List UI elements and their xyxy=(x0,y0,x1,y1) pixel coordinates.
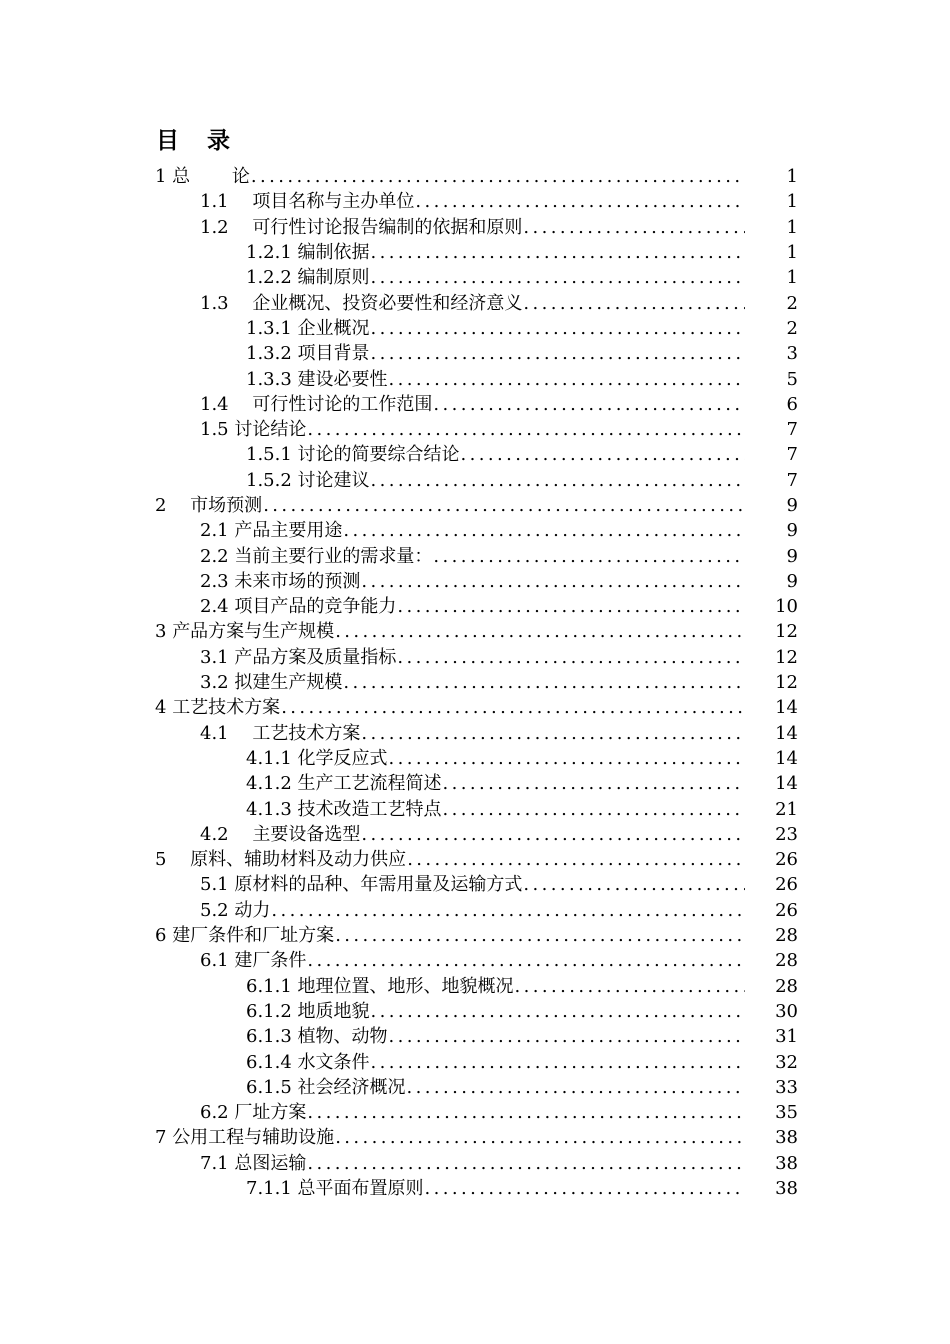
toc-page-number: 10 xyxy=(775,596,798,618)
toc-entry[interactable] xyxy=(246,999,745,1024)
toc-page-number: 12 xyxy=(775,621,798,643)
toc-entry[interactable] xyxy=(246,1075,745,1100)
toc-row[interactable] xyxy=(0,594,950,619)
toc-dot-leader xyxy=(343,518,745,543)
toc-page-number: 7 xyxy=(786,419,798,441)
toc-dot-leader xyxy=(307,948,745,973)
toc-heading: 建设必要性 xyxy=(297,368,388,390)
toc-row[interactable] xyxy=(0,366,950,391)
toc-heading: 讨论的简要综合结论 xyxy=(297,444,460,466)
toc-row[interactable] xyxy=(0,1151,950,1176)
toc-entry[interactable] xyxy=(155,847,745,872)
toc-entry[interactable] xyxy=(200,544,745,569)
toc-entry[interactable] xyxy=(246,1024,745,1049)
toc-heading: 编制原则 xyxy=(297,267,370,289)
toc-page-number: 7 xyxy=(786,469,798,491)
toc-page-number: 9 xyxy=(786,570,798,592)
toc-number: 1.2.1 xyxy=(246,242,298,264)
toc-heading: 产品主要用途 xyxy=(234,520,343,542)
toc-row[interactable] xyxy=(0,518,950,543)
toc-page-number: 12 xyxy=(775,672,798,694)
toc-number: 1.3.2 xyxy=(246,343,298,365)
toc-number: 6.2 xyxy=(200,1102,235,1124)
toc-page-number: 38 xyxy=(775,1152,798,1174)
toc-heading: 当前主要行业的需求量： xyxy=(234,545,433,567)
toc-number: 6.1.2 xyxy=(246,1000,298,1022)
toc-row[interactable] xyxy=(0,746,950,771)
toc-heading: 论 xyxy=(195,166,250,188)
toc-page-number: 9 xyxy=(786,495,798,516)
toc-row[interactable] xyxy=(0,392,950,417)
toc-dot-leader xyxy=(389,1024,745,1049)
toc-entry[interactable] xyxy=(200,189,745,214)
toc-heading: 讨论建议 xyxy=(297,469,370,491)
toc-entry[interactable] xyxy=(155,695,745,720)
toc-heading: 项目产品的竞争能力 xyxy=(234,596,397,618)
toc-heading: 可行性讨论报告编制的依据和原则 xyxy=(234,216,523,238)
toc-number: 1.3 xyxy=(200,292,235,314)
toc-heading: 企业概况、投资必要性和经济意义 xyxy=(234,292,523,314)
toc-heading: 建厂条件 xyxy=(234,950,307,972)
toc-number: 4.1.2 xyxy=(246,773,298,795)
toc-row[interactable] xyxy=(0,670,950,695)
toc-dot-leader xyxy=(335,619,745,644)
toc-number: 4.1.3 xyxy=(246,798,298,820)
toc-number: 6.1 xyxy=(200,950,235,972)
toc-row[interactable] xyxy=(0,1075,950,1100)
toc-heading: 工艺技术方案 xyxy=(234,722,361,744)
toc-number: 3 xyxy=(155,621,173,643)
toc-page-number: 5 xyxy=(786,368,798,390)
toc-dot-leader xyxy=(371,999,745,1024)
toc-page-number: 28 xyxy=(775,975,798,997)
toc-dot-leader xyxy=(433,392,745,417)
toc-page-number: 28 xyxy=(775,950,798,972)
toc-number: 1.5 xyxy=(200,419,235,441)
toc-number: 7 xyxy=(155,1127,173,1149)
toc-dot-leader xyxy=(371,316,745,341)
toc-row[interactable] xyxy=(0,189,950,214)
toc-entry[interactable] xyxy=(200,417,745,442)
toc-entry[interactable] xyxy=(200,518,745,543)
toc-dot-leader xyxy=(397,645,745,670)
toc-dot-leader xyxy=(515,974,745,999)
toc-heading: 地质地貌 xyxy=(297,1000,370,1022)
toc-number: 6.1.5 xyxy=(246,1076,298,1098)
toc-entry[interactable] xyxy=(246,442,745,467)
toc-entry[interactable] xyxy=(200,721,745,746)
toc-entry[interactable] xyxy=(200,392,745,417)
toc-page-number: 1 xyxy=(786,242,798,264)
toc-dot-leader xyxy=(335,923,745,948)
toc-entry[interactable] xyxy=(200,645,745,670)
toc-row[interactable] xyxy=(0,493,950,518)
toc-number: 1.2.2 xyxy=(246,267,298,289)
toc-dot-leader xyxy=(371,240,745,265)
toc-number: 1.1 xyxy=(200,191,235,213)
toc-heading: 产品方案与生产规模 xyxy=(172,621,335,643)
toc-dot-leader xyxy=(307,1151,745,1176)
toc-heading: 动力 xyxy=(234,899,271,921)
toc-heading: 社会经济概况 xyxy=(297,1076,406,1098)
toc-page-number: 1 xyxy=(786,191,798,213)
toc-heading: 项目名称与主办单位 xyxy=(234,191,415,213)
toc-row[interactable] xyxy=(0,543,950,568)
toc-heading: 工艺技术方案 xyxy=(172,697,281,719)
toc-dot-leader xyxy=(389,367,745,392)
toc-dot-leader xyxy=(523,215,745,240)
toc-number: 2 xyxy=(155,495,173,516)
toc-row[interactable] xyxy=(0,468,950,493)
toc-number: 4.2 xyxy=(200,823,235,845)
toc-entry[interactable] xyxy=(200,291,745,316)
toc-dot-leader xyxy=(307,1100,745,1125)
toc-page-number: 14 xyxy=(775,697,798,719)
toc-number: 1.2 xyxy=(200,216,235,238)
toc-dot-leader xyxy=(371,265,745,290)
toc-heading: 地理位置、地形、地貌概况 xyxy=(297,975,514,997)
toc-heading: 厂址方案 xyxy=(234,1102,307,1124)
toc-dot-leader xyxy=(389,746,745,771)
toc-row[interactable] xyxy=(0,645,950,670)
toc-number: 1.4 xyxy=(200,393,235,415)
toc-dot-leader xyxy=(271,898,745,923)
toc-entry[interactable] xyxy=(200,898,745,923)
toc-heading: 化学反应式 xyxy=(297,747,388,769)
toc-entry[interactable] xyxy=(200,1100,745,1125)
toc-dot-leader xyxy=(433,544,745,569)
toc-page-number: 12 xyxy=(775,646,798,668)
toc-number: 3.1 xyxy=(200,646,235,668)
toc-number: 1.5.1 xyxy=(246,444,298,466)
toc-dot-leader xyxy=(407,1075,745,1100)
toc-page-number: 2 xyxy=(786,292,798,314)
toc-entry[interactable] xyxy=(246,746,745,771)
toc-number: 7.1.1 xyxy=(246,1178,298,1200)
toc-heading: 总平面布置原则 xyxy=(297,1178,424,1200)
toc-row[interactable] xyxy=(0,1125,950,1150)
toc-page-number: 2 xyxy=(786,317,798,339)
toc-row[interactable] xyxy=(0,215,950,240)
toc-entry[interactable] xyxy=(200,670,745,695)
toc-row[interactable] xyxy=(0,316,950,341)
toc-page-number: 32 xyxy=(775,1051,798,1073)
toc-row[interactable] xyxy=(0,974,950,999)
toc-dot-leader xyxy=(523,291,745,316)
toc-dot-leader xyxy=(281,695,745,720)
toc-entry[interactable] xyxy=(155,493,745,518)
toc-page-number: 21 xyxy=(775,798,798,820)
toc-row[interactable] xyxy=(0,1049,950,1074)
toc-heading: 讨论结论 xyxy=(234,419,307,441)
toc-number: 7.1 xyxy=(200,1152,235,1174)
toc-row[interactable] xyxy=(0,1024,950,1049)
toc-page-number: 3 xyxy=(786,343,798,365)
toc-heading: 植物、动物 xyxy=(297,1026,388,1048)
toc-heading: 原材料的品种、年需用量及运输方式 xyxy=(234,874,523,896)
toc-page-number: 1 xyxy=(786,216,798,238)
toc-number: 6.1.3 xyxy=(246,1026,298,1048)
toc-heading: 编制依据 xyxy=(297,242,370,264)
toc-dot-leader xyxy=(251,164,745,189)
toc-heading: 市场预测 xyxy=(172,495,263,516)
toc-number: 4 xyxy=(155,697,173,719)
toc-row[interactable] xyxy=(0,898,950,923)
toc-dot-leader xyxy=(307,417,745,442)
toc-page-number: 30 xyxy=(775,1000,798,1022)
page-title: 目录 xyxy=(156,128,258,154)
toc-entry[interactable] xyxy=(155,164,745,189)
toc-page-number: 14 xyxy=(775,722,798,744)
toc-entry[interactable] xyxy=(155,923,745,948)
toc-dot-leader xyxy=(335,1125,745,1150)
toc-heading: 企业概况 xyxy=(297,317,370,339)
toc-entry[interactable] xyxy=(200,872,745,897)
toc-dot-leader xyxy=(425,1176,745,1201)
toc-row[interactable] xyxy=(0,695,950,720)
toc-number: 4.1 xyxy=(200,722,235,744)
toc-heading: 水文条件 xyxy=(297,1051,370,1073)
toc-dot-leader xyxy=(371,1050,745,1075)
toc-entry[interactable] xyxy=(246,771,745,796)
toc-dot-leader xyxy=(461,442,745,467)
toc-number: 4.1.1 xyxy=(246,747,298,769)
toc-dot-leader xyxy=(371,341,745,366)
toc-entry[interactable] xyxy=(246,341,745,366)
toc-heading: 建厂条件和厂址方案 xyxy=(172,925,335,947)
toc-row[interactable] xyxy=(0,164,950,189)
toc-heading: 产品方案及质量指标 xyxy=(234,646,397,668)
toc-page-number: 26 xyxy=(775,849,798,871)
toc-page-number: 23 xyxy=(775,823,798,845)
toc-number: 2.3 xyxy=(200,570,235,592)
toc-row[interactable] xyxy=(0,1100,950,1125)
toc-heading: 公用工程与辅助设施 xyxy=(172,1127,335,1149)
toc-entry[interactable] xyxy=(200,948,745,973)
table-of-contents xyxy=(0,164,950,1201)
toc-row[interactable] xyxy=(0,771,950,796)
toc-entry[interactable] xyxy=(246,316,745,341)
toc-heading: 未来市场的预测 xyxy=(234,570,361,592)
toc-row[interactable] xyxy=(0,417,950,442)
toc-entry[interactable] xyxy=(155,619,745,644)
toc-row[interactable] xyxy=(0,948,950,973)
toc-number: 6 xyxy=(155,925,173,947)
toc-dot-leader xyxy=(407,847,745,872)
toc-entry[interactable] xyxy=(200,822,745,847)
toc-entry[interactable] xyxy=(246,240,745,265)
toc-entry[interactable] xyxy=(246,367,745,392)
toc-number: 1.3.1 xyxy=(246,317,298,339)
toc-number: 6.1.4 xyxy=(246,1051,298,1073)
toc-number: 5.2 xyxy=(200,899,235,921)
toc-row[interactable] xyxy=(0,442,950,467)
toc-dot-leader xyxy=(415,189,745,214)
toc-row[interactable] xyxy=(0,341,950,366)
toc-row[interactable] xyxy=(0,619,950,644)
toc-page-number: 7 xyxy=(786,444,798,466)
toc-entry[interactable] xyxy=(200,594,745,619)
toc-entry[interactable] xyxy=(200,1151,745,1176)
toc-entry[interactable] xyxy=(200,569,745,594)
toc-number: 5.1 xyxy=(200,874,235,896)
toc-dot-leader xyxy=(361,822,745,847)
toc-entry[interactable] xyxy=(246,797,745,822)
toc-page-number: 38 xyxy=(775,1127,798,1149)
toc-heading: 生产工艺流程简述 xyxy=(297,773,442,795)
toc-entry[interactable] xyxy=(246,974,745,999)
toc-dot-leader xyxy=(361,569,745,594)
toc-row[interactable] xyxy=(0,822,950,847)
toc-page-number: 1 xyxy=(786,166,798,188)
toc-page-number: 26 xyxy=(775,874,798,896)
toc-row[interactable] xyxy=(0,721,950,746)
toc-number: 3.2 xyxy=(200,672,235,694)
toc-page-number: 28 xyxy=(775,925,798,947)
toc-page-number: 9 xyxy=(786,545,798,567)
toc-dot-leader xyxy=(443,771,745,796)
toc-heading: 原料、辅助材料及动力供应 xyxy=(172,849,407,871)
toc-row[interactable] xyxy=(0,796,950,821)
toc-number: 1 总 xyxy=(155,166,196,188)
toc-number: 2.2 xyxy=(200,545,235,567)
toc-dot-leader xyxy=(343,670,745,695)
toc-entry[interactable] xyxy=(246,1176,745,1201)
toc-row[interactable] xyxy=(0,999,950,1024)
toc-page-number: 35 xyxy=(775,1102,798,1124)
toc-row[interactable] xyxy=(0,240,950,265)
toc-row[interactable] xyxy=(0,923,950,948)
toc-number: 1.5.2 xyxy=(246,469,298,491)
toc-number: 6.1.1 xyxy=(246,975,298,997)
toc-dot-leader xyxy=(443,797,745,822)
toc-heading: 拟建生产规模 xyxy=(234,672,343,694)
toc-number: 5 xyxy=(155,849,173,871)
toc-page-number: 6 xyxy=(786,393,798,415)
toc-heading: 项目背景 xyxy=(297,343,370,365)
toc-number: 2.1 xyxy=(200,520,235,542)
toc-row[interactable] xyxy=(0,569,950,594)
toc-row[interactable] xyxy=(0,265,950,290)
toc-page-number: 33 xyxy=(775,1076,798,1098)
toc-entry[interactable] xyxy=(200,215,745,240)
toc-row[interactable] xyxy=(0,847,950,872)
toc-heading: 可行性讨论的工作范围 xyxy=(234,393,433,415)
toc-entry[interactable] xyxy=(246,265,745,290)
toc-heading: 主要设备选型 xyxy=(234,823,361,845)
toc-page-number: 14 xyxy=(775,773,798,795)
toc-page-number: 14 xyxy=(775,747,798,769)
toc-dot-leader xyxy=(397,594,745,619)
toc-row[interactable] xyxy=(0,1176,950,1201)
toc-page-number: 9 xyxy=(786,520,798,542)
toc-page-number: 26 xyxy=(775,899,798,921)
toc-dot-leader xyxy=(263,493,745,518)
toc-dot-leader xyxy=(361,721,745,746)
toc-page-number: 1 xyxy=(786,267,798,289)
toc-entry[interactable] xyxy=(246,1050,745,1075)
toc-page-number: 31 xyxy=(775,1026,798,1048)
toc-entry[interactable] xyxy=(155,1125,745,1150)
toc-heading: 总图运输 xyxy=(234,1152,307,1174)
toc-entry[interactable] xyxy=(246,468,745,493)
toc-dot-leader xyxy=(371,468,745,493)
toc-dot-leader xyxy=(523,872,745,897)
toc-number: 1.3.3 xyxy=(246,368,298,390)
toc-row[interactable] xyxy=(0,290,950,315)
toc-row[interactable] xyxy=(0,872,950,897)
toc-heading: 技术改造工艺特点 xyxy=(297,798,442,820)
toc-number: 2.4 xyxy=(200,596,235,618)
toc-page-number: 38 xyxy=(775,1178,798,1200)
